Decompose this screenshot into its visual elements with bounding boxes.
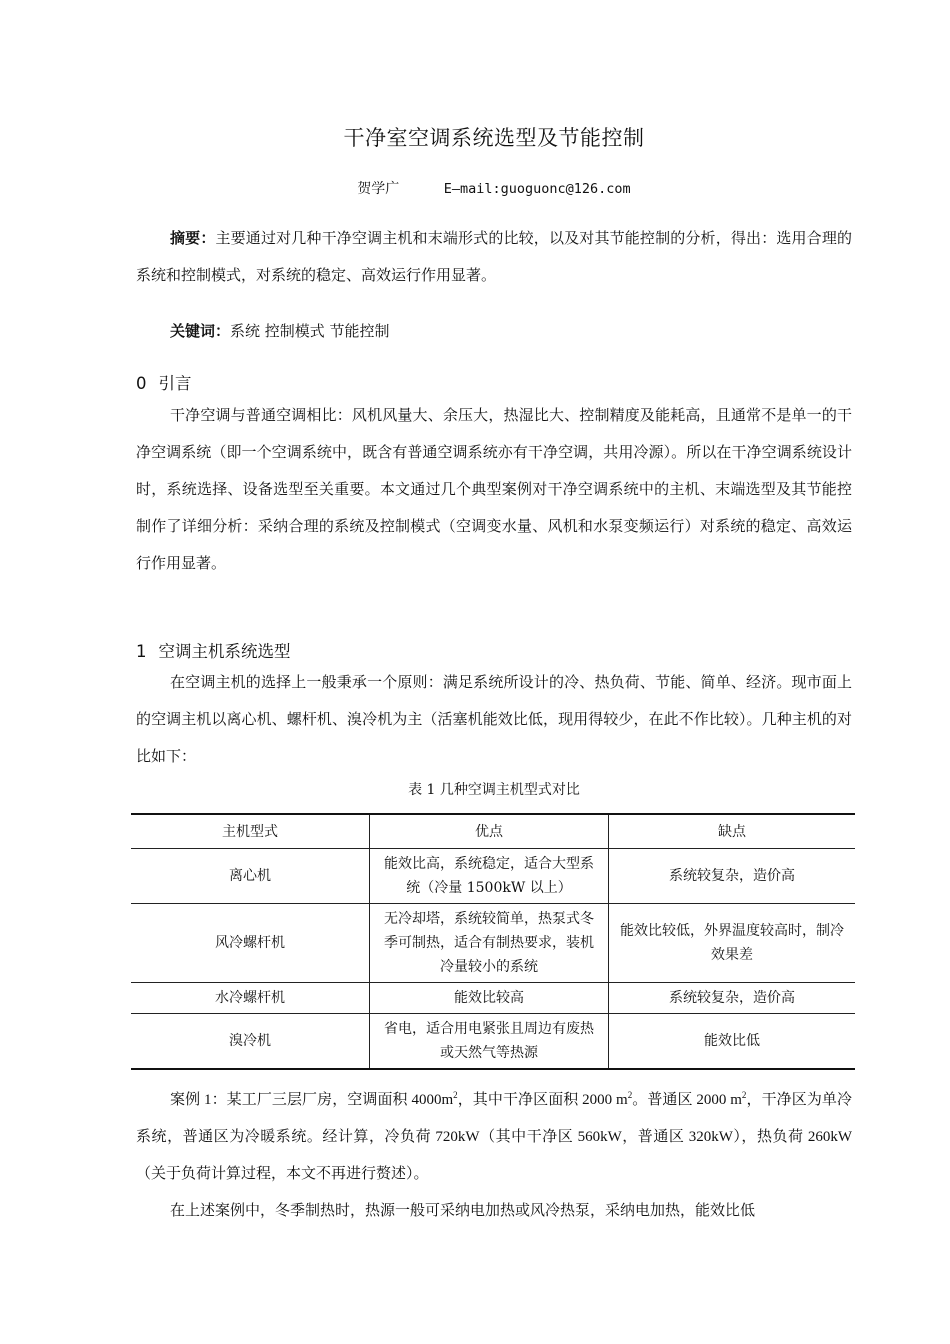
table-cell: 溴冷机	[131, 1014, 370, 1070]
table-cell: 系统较复杂，造价高	[609, 849, 856, 904]
table-row	[131, 904, 855, 983]
section-0-paragraph: 干净空调与普通空调相比：风机风量大、余压大，热湿比大、控制精度及能耗高，且通常不是单一的干净空调系统（即一个空调系统中，既含有普通空调系统亦有干净空调，共用冷源）。所以在干净空调系统设计时，系统选择、设备选型至关重要。本文通过几个典型案例对干净空调系统中的主机、末端选型及其节能控制作了详细分析：采纳合理的系统及控制模式（空调变水量、风机和水泵变频运行）对系统的稳定、高效运行作用显著。	[136, 406, 852, 572]
table-cell: 省电，适合用电紧张且周边有废热或天然气等热源	[370, 1014, 609, 1070]
table-cell: 风冷螺杆机	[131, 904, 370, 983]
keywords-text: 系统 控制模式 节能控制	[230, 322, 390, 340]
section-1-title: 空调主机系统选型	[158, 642, 291, 661]
keywords-label: 关键词：	[170, 322, 231, 340]
abstract-label: 摘要：	[170, 229, 216, 247]
case-1-text: 案例 1：某工厂三层厂房，空调面积 4000m	[170, 1092, 454, 1108]
document-title: 干净室空调系统选型及节能控制	[343, 126, 645, 150]
case-1-text: ，干净区为单冷系统，普通区为冷暖系统。经计算，冷负荷 720kW（其中干净区 560kW，普通区 320kW），热负荷 260kW（关于负荷计算过程，本文不再进行赘述）。	[136, 1092, 852, 1182]
superscript: 2	[627, 1090, 633, 1100]
section-0-title: 引言	[158, 374, 192, 393]
abstract-text: 主要通过对几种干净空调主机和末端形式的比较，以及对其节能控制的分析，得出：选用合理的系统和控制模式，对系统的稳定、高效运行作用显著。	[136, 229, 852, 284]
table-cell: 能效比较高	[370, 983, 609, 1014]
case-1-paragraph	[136, 1082, 852, 1193]
case-1-text: ，其中干净区面积 2000 m	[457, 1092, 628, 1108]
table-cell: 无冷却塔，系统较简单，热泵式冬季可制热，适合有制热要求，装机冷量较小的系统	[370, 904, 609, 983]
table-header-cell: 缺点	[609, 814, 856, 849]
abstract	[136, 220, 852, 294]
table-cell: 水冷螺杆机	[131, 983, 370, 1014]
section-0-number: 0	[136, 374, 147, 393]
table-row	[131, 1014, 855, 1070]
superscript: 2	[453, 1090, 458, 1100]
comparison-table	[131, 813, 855, 1070]
case-1-paragraph-2: 在上述案例中，冬季制热时，热源一般可采纳电加热或风冷热泵，采纳电加热，能效比低	[170, 1203, 756, 1219]
section-1-paragraph: 在空调主机的选择上一般秉承一个原则：满足系统所设计的冷、热负荷、节能、简单、经济。现市面上的空调主机以离心机、螺杆机、溴冷机为主（活塞机能效比低，现用得较少，在此不作比较）。几种主机的对比如下：	[136, 673, 852, 765]
author-line	[0, 178, 950, 198]
case-1-text: 。普通区 2000 m	[632, 1092, 742, 1108]
table-cell: 能效比低	[609, 1014, 856, 1070]
table-row	[131, 849, 855, 904]
superscript: 2	[741, 1090, 747, 1100]
table-header-row	[131, 814, 855, 849]
table-cell: 能效比高，系统稳定，适合大型系统（冷量 1500kW 以上）	[370, 849, 609, 904]
table-cell: 系统较复杂，造价高	[609, 983, 856, 1014]
table-cell: 离心机	[131, 849, 370, 904]
keywords	[136, 313, 852, 350]
table-header-cell: 优点	[370, 814, 609, 849]
section-1-number: 1	[136, 642, 147, 661]
table-cell: 能效比较低，外界温度较高时，制冷效果差	[609, 904, 856, 983]
table-header-cell: 主机型式	[131, 814, 370, 849]
table-row	[131, 983, 855, 1014]
section-0-heading	[136, 370, 192, 394]
author-email: E—mail:guoguonc@126.com	[443, 181, 631, 197]
author-name: 贺学广	[357, 181, 400, 197]
table-caption: 表 1 几种空调主机型式对比	[408, 782, 580, 798]
section-1-heading	[136, 638, 291, 662]
